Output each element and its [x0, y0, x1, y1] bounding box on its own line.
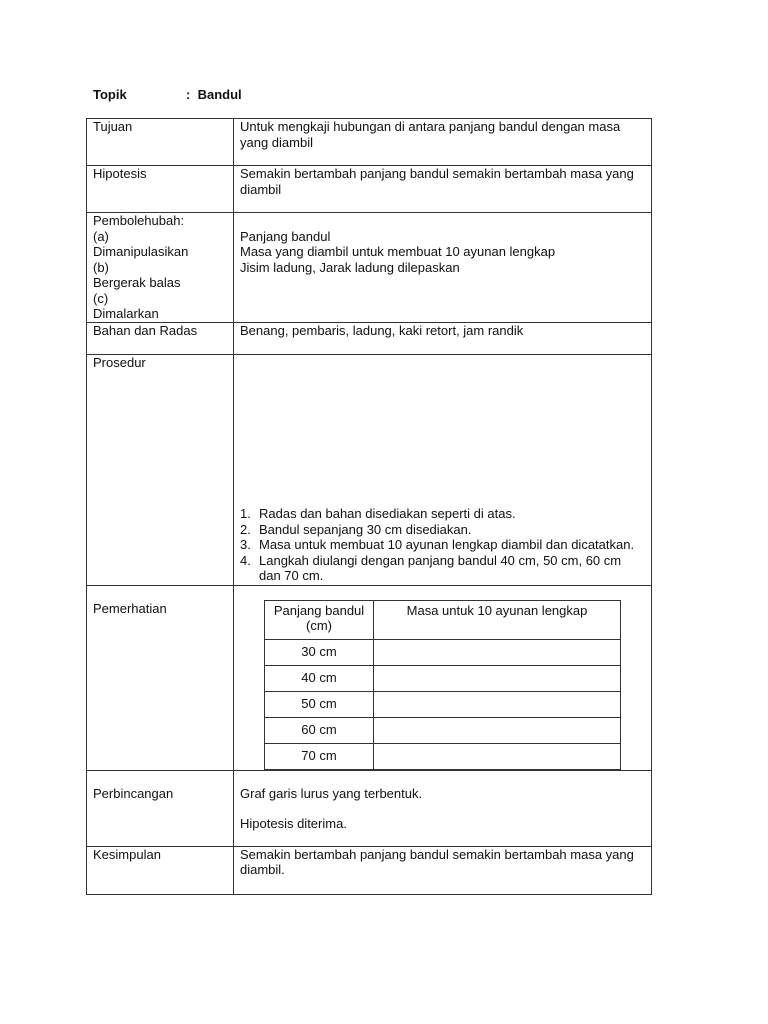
- var-manipulated-label: (a) Dimanipulasikan: [93, 228, 189, 259]
- perbincangan-line2: Hipotesis diterima.: [240, 816, 347, 831]
- topic-label: Topik: [93, 87, 127, 102]
- table-row: [265, 743, 621, 769]
- experiment-table: [86, 118, 652, 895]
- table-row: [265, 639, 621, 665]
- obs-length: 70 cm: [265, 743, 374, 769]
- row-perbincangan: [87, 770, 652, 846]
- obs-header-length: Panjang bandul (cm): [265, 600, 374, 639]
- row-kesimpulan: [87, 846, 652, 894]
- prosedur-steps: [234, 354, 652, 585]
- perbincangan-cell: [234, 770, 652, 846]
- table-row: [265, 691, 621, 717]
- prosedur-list: [240, 506, 645, 584]
- kesimpulan-label: Kesimpulan: [87, 846, 234, 894]
- obs-length: 50 cm: [265, 691, 374, 717]
- obs-time: [374, 743, 621, 769]
- obs-time: [374, 665, 621, 691]
- bahan-label: Bahan dan Radas: [87, 322, 234, 354]
- var-constant-label: (c) Dimalarkan: [93, 290, 159, 321]
- prosedur-step: 2. Bandul sepanjang 30 cm disediakan.: [240, 521, 472, 537]
- row-pembolehubah: [87, 213, 652, 323]
- obs-header-time: Masa untuk 10 ayunan lengkap: [374, 600, 621, 639]
- pembolehubah-values: [234, 213, 652, 323]
- perbincangan-label: Perbincangan: [87, 770, 234, 846]
- tujuan-label: Tujuan: [87, 119, 234, 166]
- obs-header-row: [265, 600, 621, 639]
- obs-length: 40 cm: [265, 665, 374, 691]
- pemerhatian-cell: [234, 585, 652, 770]
- pembolehubah-label: Pembolehubah:: [93, 213, 185, 228]
- observation-table: [264, 600, 621, 770]
- row-prosedur: [87, 354, 652, 585]
- topic-separator: :: [186, 87, 191, 102]
- obs-time: [374, 639, 621, 665]
- topic-value: Bandul: [197, 87, 242, 102]
- var-responding-label: (b) Bergerak balas: [93, 259, 181, 290]
- var-manipulated-value: Panjang bandul: [240, 228, 331, 244]
- obs-time: [374, 691, 621, 717]
- var-responding-value: Masa yang diambil untuk membuat 10 ayunan lengkap: [240, 244, 556, 259]
- pembolehubah-labels: [87, 213, 234, 323]
- hipotesis-value: Semakin bertambah panjang bandul semakin bertambah masa yang diambil: [234, 166, 652, 213]
- perbincangan-line1: Graf garis lurus yang terbentuk.: [240, 785, 423, 801]
- tujuan-value: Untuk mengkaji hubungan di antara panjang bandul dengan masa yang diambil: [234, 119, 652, 166]
- prosedur-step: 3. Masa untuk membuat 10 ayunan lengkap diambil dan dicatatkan.: [240, 537, 635, 552]
- kesimpulan-value: Semakin bertambah panjang bandul semakin bertambah masa yang diambil.: [234, 846, 652, 894]
- row-tujuan: [87, 119, 652, 166]
- row-bahan: [87, 322, 652, 354]
- var-constant-value: Jisim ladung, Jarak ladung dilepaskan: [240, 259, 460, 275]
- pemerhatian-label: Pemerhatian: [87, 585, 234, 770]
- hipotesis-label: Hipotesis: [87, 166, 234, 213]
- row-hipotesis: [87, 166, 652, 213]
- obs-time: [374, 717, 621, 743]
- prosedur-step: 4. Langkah diulangi dengan panjang bandul 40 cm, 50 cm, 60 cm dan 70 cm.: [240, 552, 622, 583]
- table-row: [265, 665, 621, 691]
- topic-heading: [93, 87, 242, 102]
- table-row: [265, 717, 621, 743]
- obs-length: 60 cm: [265, 717, 374, 743]
- row-pemerhatian: [87, 585, 652, 770]
- bahan-value: Benang, pembaris, ladung, kaki retort, jam randik: [234, 322, 652, 354]
- obs-length: 30 cm: [265, 639, 374, 665]
- prosedur-label: Prosedur: [87, 354, 234, 585]
- prosedur-step: 1. Radas dan bahan disediakan seperti di atas.: [240, 506, 516, 521]
